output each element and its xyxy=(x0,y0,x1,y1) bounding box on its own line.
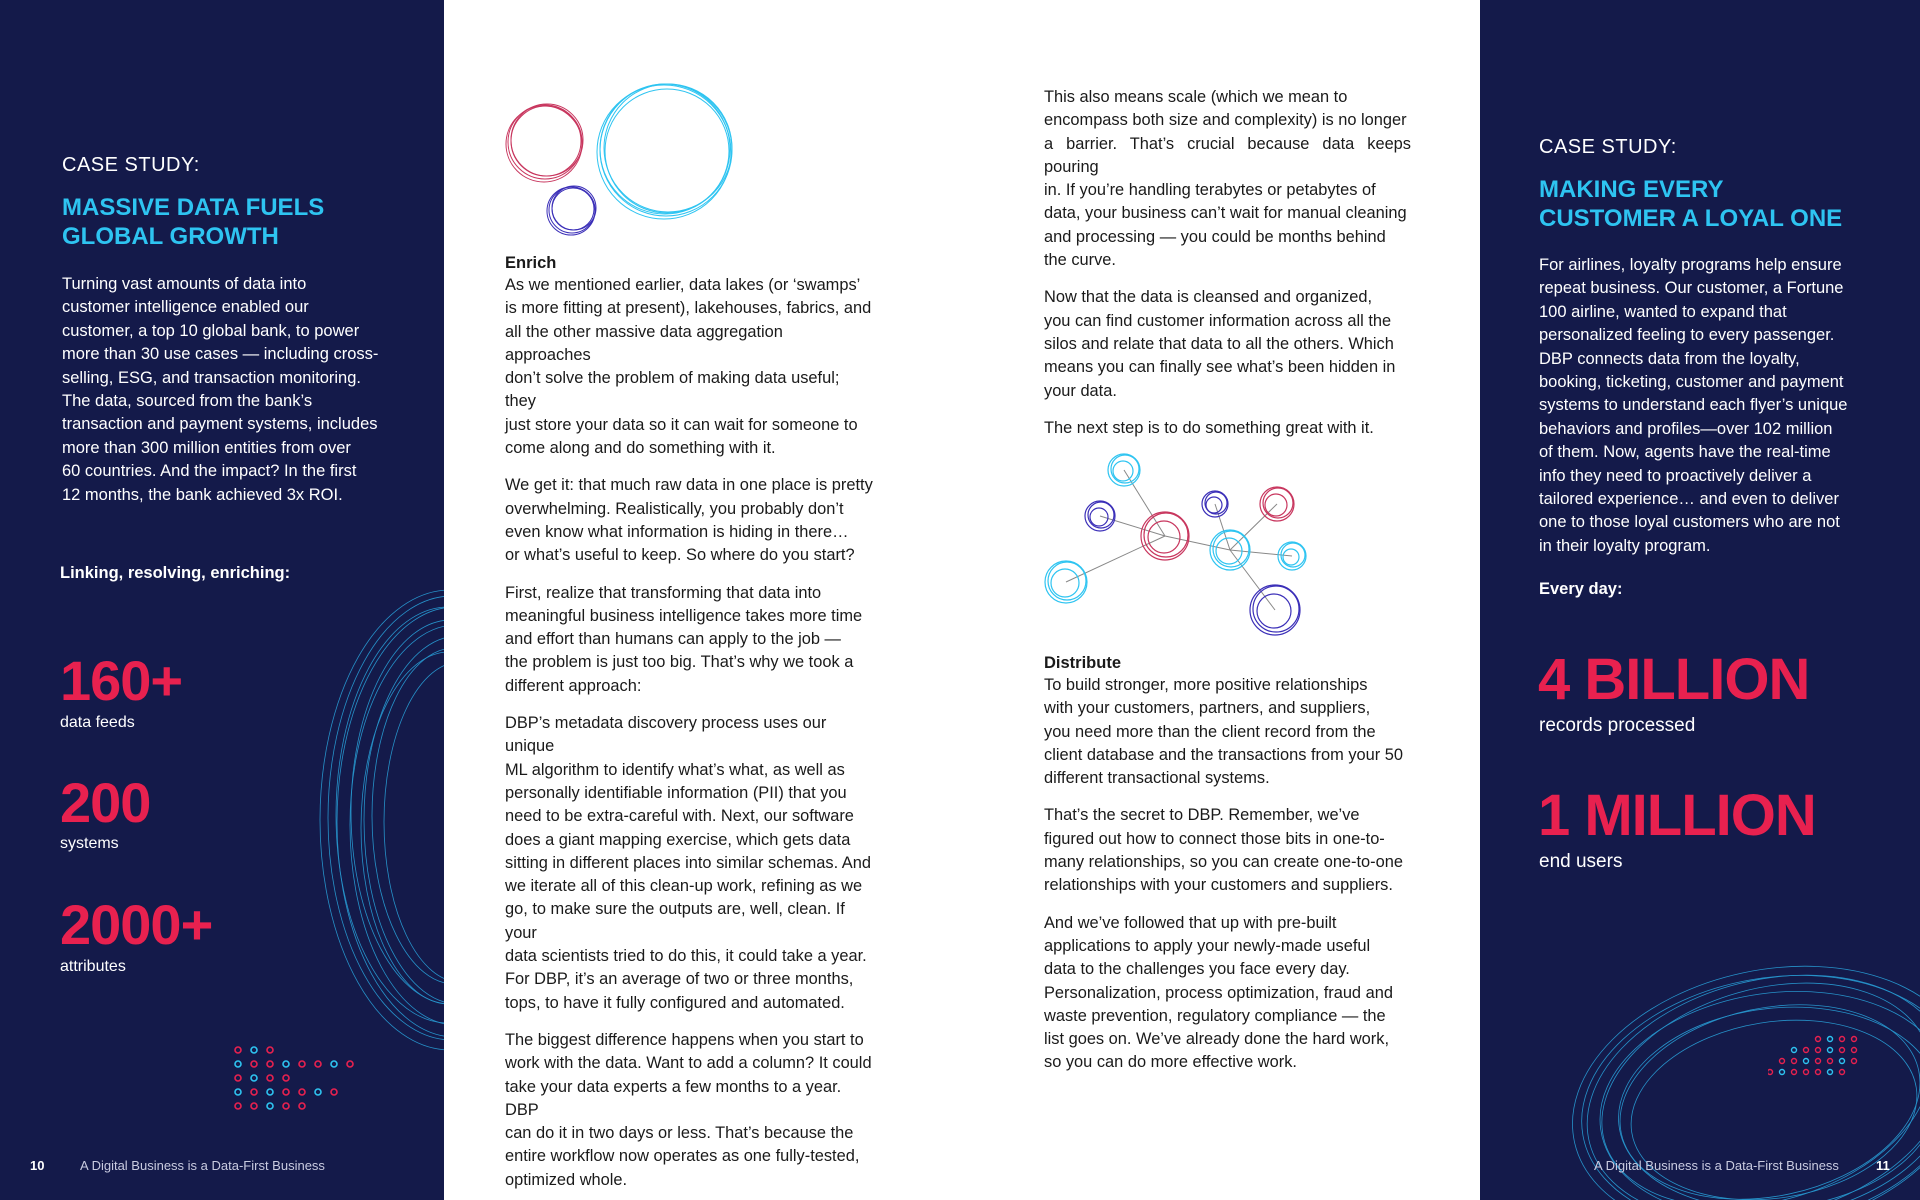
stat-value: 2000+ xyxy=(60,893,213,956)
dot-grid-decoration-icon xyxy=(1768,1034,1868,1084)
wave-lines-decoration-icon xyxy=(1520,880,1920,1200)
text-line: can do it in two days or less. That’s because the xyxy=(505,1124,854,1143)
case-study-title-line: MASSIVE DATA FUELS xyxy=(62,194,325,221)
body-line: customer intelligence enabled our xyxy=(62,298,309,317)
dot-grid-decoration-icon xyxy=(232,1044,372,1116)
text-line: waste prevention, regulatory compliance — the xyxy=(1044,1006,1386,1025)
page-number: 10 xyxy=(30,1158,45,1173)
text-line: Now that the data is cleansed and organized, xyxy=(1044,288,1373,307)
stat-label: systems xyxy=(60,835,119,852)
body-line: info they need to proactively deliver a xyxy=(1539,466,1812,485)
body-line: in their loyalty program. xyxy=(1539,536,1711,555)
paragraph xyxy=(505,274,873,460)
text-line: the problem is just too big. That’s why we took a xyxy=(505,653,854,672)
text-line: we iterate all of this clean-up work, refining as we xyxy=(505,877,863,896)
body-line: customer, a top 10 global bank, to power xyxy=(62,321,360,340)
stat-value: 1 MILLION xyxy=(1538,783,1816,848)
text-line: your data. xyxy=(1044,381,1117,400)
body-line: 100 airline, wanted to expand that xyxy=(1539,302,1787,321)
case-study-title-line: GLOBAL GROWTH xyxy=(62,223,279,250)
case-study-label: CASE STUDY: xyxy=(62,154,200,176)
text-line: so you can do more effective work. xyxy=(1044,1053,1297,1072)
stat-value: 4 BILLION xyxy=(1538,647,1810,712)
stat-label: records processed xyxy=(1539,715,1696,736)
text-line: take your data experts a few months to a year. DBP xyxy=(505,1077,842,1119)
stat-label: attributes xyxy=(60,958,126,975)
body-line: transaction and payment systems, includes xyxy=(62,415,378,434)
text-line: different transactional systems. xyxy=(1044,769,1270,788)
body-line: 12 months, the bank achieved 3x ROI. xyxy=(62,485,343,504)
text-line: DBP’s metadata discovery process uses our unique xyxy=(505,714,827,756)
text-line: come along and do something with it. xyxy=(505,439,776,458)
text-line: just store your data so it can wait for someone to xyxy=(505,415,858,434)
case-study-title-line: MAKING EVERY xyxy=(1539,176,1724,203)
text-line: relationships with your customers and suppliers. xyxy=(1044,876,1393,895)
text-line: with your customers, partners, and suppliers, xyxy=(1044,699,1371,718)
footer-title: A Digital Business is a Data-First Business xyxy=(80,1158,325,1173)
paragraph xyxy=(1044,417,1411,440)
text-line: you can find customer information across all the xyxy=(1044,311,1392,330)
right-case-study-panel xyxy=(1480,0,1920,1200)
paragraph xyxy=(505,474,873,567)
text-line: or what’s useful to keep. So where do you start? xyxy=(505,546,855,565)
text-line: the curve. xyxy=(1044,251,1116,270)
section-heading-enrich: Enrich xyxy=(505,254,557,272)
case-study-title-line: CUSTOMER A LOYAL ONE xyxy=(1539,205,1843,232)
text-line: data scientists tried to do this, it could take a year. xyxy=(505,947,867,966)
wave-lines-decoration-icon xyxy=(280,560,444,1080)
body-line: 60 countries. And the impact? In the first xyxy=(62,462,357,481)
paragraph xyxy=(505,1029,873,1192)
case-study-title xyxy=(1539,175,1842,233)
enrich-column xyxy=(505,252,873,1200)
text-line: is more fitting at present), lakehouses, fabrics, and xyxy=(505,299,872,318)
text-line: The biggest difference happens when you start to xyxy=(505,1030,864,1049)
text-line: and processing — you could be months behind xyxy=(1044,227,1386,246)
paragraph xyxy=(505,712,873,1015)
text-line: figured out how to connect those bits in one-to- xyxy=(1044,829,1385,848)
text-line: That’s the secret to DBP. Remember, we’ve xyxy=(1044,806,1360,825)
text-line: meaningful business intelligence takes more time xyxy=(505,606,863,625)
body-line: For airlines, loyalty programs help ensure xyxy=(1539,256,1842,274)
page-number: 11 xyxy=(1876,1158,1890,1173)
body-line: Turning vast amounts of data into xyxy=(62,275,307,293)
text-line: and effort than humans can apply to the job — xyxy=(505,630,841,649)
paragraph xyxy=(1044,804,1411,897)
text-line: don’t solve the problem of making data useful; they xyxy=(505,369,840,411)
paragraph xyxy=(1044,674,1411,790)
text-line: does a giant mapping exercise, which gets data xyxy=(505,830,851,849)
text-line: overwhelming. Realistically, you probably don’t xyxy=(505,499,844,518)
body-line: one to those loyal customers who are not xyxy=(1539,513,1840,532)
text-line: client database and the transactions from your 50 xyxy=(1044,745,1403,764)
text-line: And we’ve followed that up with pre-built xyxy=(1044,913,1337,932)
text-line: in. If you’re handling terabytes or petabytes of xyxy=(1044,181,1376,200)
text-line: a barrier. That’s crucial because data keeps pouring xyxy=(1044,134,1411,176)
text-line: work with the data. Want to add a column? It could xyxy=(505,1054,872,1073)
scale-column xyxy=(1044,86,1411,454)
text-line: To build stronger, more positive relationships xyxy=(1044,676,1368,694)
text-line: many relationships, so you can create one-to-one xyxy=(1044,853,1403,872)
text-line: list goes on. We’ve already done the hard work, xyxy=(1044,1030,1390,1049)
text-line: all the other massive data aggregation approaches xyxy=(505,322,783,364)
case-study-label: CASE STUDY: xyxy=(1539,136,1677,158)
body-line: of them. Now, agents have the real-time xyxy=(1539,443,1831,462)
text-line: encompass both size and complexity) is no longer xyxy=(1044,111,1407,130)
text-line: ML algorithm to identify what’s what, as well as xyxy=(505,760,845,779)
paragraph xyxy=(1044,286,1411,402)
stats-subheading: Every day: xyxy=(1539,580,1623,598)
stat-value: 160+ xyxy=(60,649,183,712)
stats-subheading: Linking, resolving, enriching: xyxy=(60,564,291,582)
body-line: more than 300 million entities from over xyxy=(62,438,351,457)
text-line: tops, to have it fully configured and automated. xyxy=(505,993,845,1012)
body-line: behaviors and profiles—over 102 million xyxy=(1539,419,1833,438)
stat-label: data feeds xyxy=(60,714,135,731)
paragraph xyxy=(1044,912,1411,1075)
text-line: you need more than the client record from the xyxy=(1044,722,1376,741)
text-line: personally identifiable information (PII) that you xyxy=(505,783,847,802)
text-line: We get it: that much raw data in one place is pretty xyxy=(505,476,873,495)
text-line: sitting in different places into similar schemas. And xyxy=(505,853,871,872)
body-line: more than 30 use cases — including cross- xyxy=(62,345,379,364)
text-line: silos and relate that data to all the others. Which xyxy=(1044,334,1394,353)
text-line: First, realize that transforming that data into xyxy=(505,583,822,602)
body-line: personalized feeling to every passenger. xyxy=(1539,326,1835,345)
network-graph-illustration-icon xyxy=(1040,448,1320,644)
text-line: data, your business can’t wait for manual cleaning xyxy=(1044,204,1407,223)
section-heading-distribute: Distribute xyxy=(1044,654,1122,672)
body-line: tailored experience… and even to deliver xyxy=(1539,490,1839,509)
footer-title: A Digital Business is a Data-First Business xyxy=(1594,1158,1839,1173)
stat-label: end users xyxy=(1539,851,1623,872)
body-line: selling, ESG, and transaction monitoring. xyxy=(62,368,361,387)
body-line: booking, ticketing, customer and payment xyxy=(1539,373,1844,392)
text-line: The next step is to do something great with it. xyxy=(1044,418,1374,437)
body-line: repeat business. Our customer, a Fortune xyxy=(1539,279,1844,298)
body-line: The data, sourced from the bank’s xyxy=(62,392,313,411)
text-line: even know what information is hiding in there… xyxy=(505,522,849,541)
paragraph xyxy=(505,582,873,698)
enrich-circles-illustration-icon xyxy=(500,80,740,245)
case-study-title xyxy=(62,193,324,251)
text-line: need to be extra-careful with. Next, our software xyxy=(505,807,854,826)
case-study-body xyxy=(62,273,378,507)
text-line: data to the challenges you face every day. xyxy=(1044,960,1350,979)
paragraph xyxy=(1044,86,1411,272)
text-line: optimized whole. xyxy=(505,1170,628,1189)
distribute-column xyxy=(1044,652,1411,1089)
text-line: go, to make sure the outputs are, well, clean. If your xyxy=(505,900,845,942)
text-line: different approach: xyxy=(505,676,642,695)
body-line: systems to understand each flyer’s unique xyxy=(1539,396,1848,415)
text-line: means you can finally see what’s been hidden in xyxy=(1044,358,1396,377)
body-line: DBP connects data from the loyalty, xyxy=(1539,349,1800,368)
text-line: entire workflow now operates as one fully-tested, xyxy=(505,1147,860,1166)
text-line: For DBP, it’s an average of two or three months, xyxy=(505,970,854,989)
text-line: This also means scale (which we mean to xyxy=(1044,88,1348,106)
text-line: applications to apply your newly-made useful xyxy=(1044,936,1371,955)
text-line: As we mentioned earlier, data lakes (or ‘swamps’ xyxy=(505,276,861,294)
left-case-study-panel xyxy=(0,0,444,1200)
stat-value: 200 xyxy=(60,771,151,834)
text-line: Personalization, process optimization, fraud and xyxy=(1044,983,1393,1002)
case-study-body xyxy=(1539,254,1847,558)
